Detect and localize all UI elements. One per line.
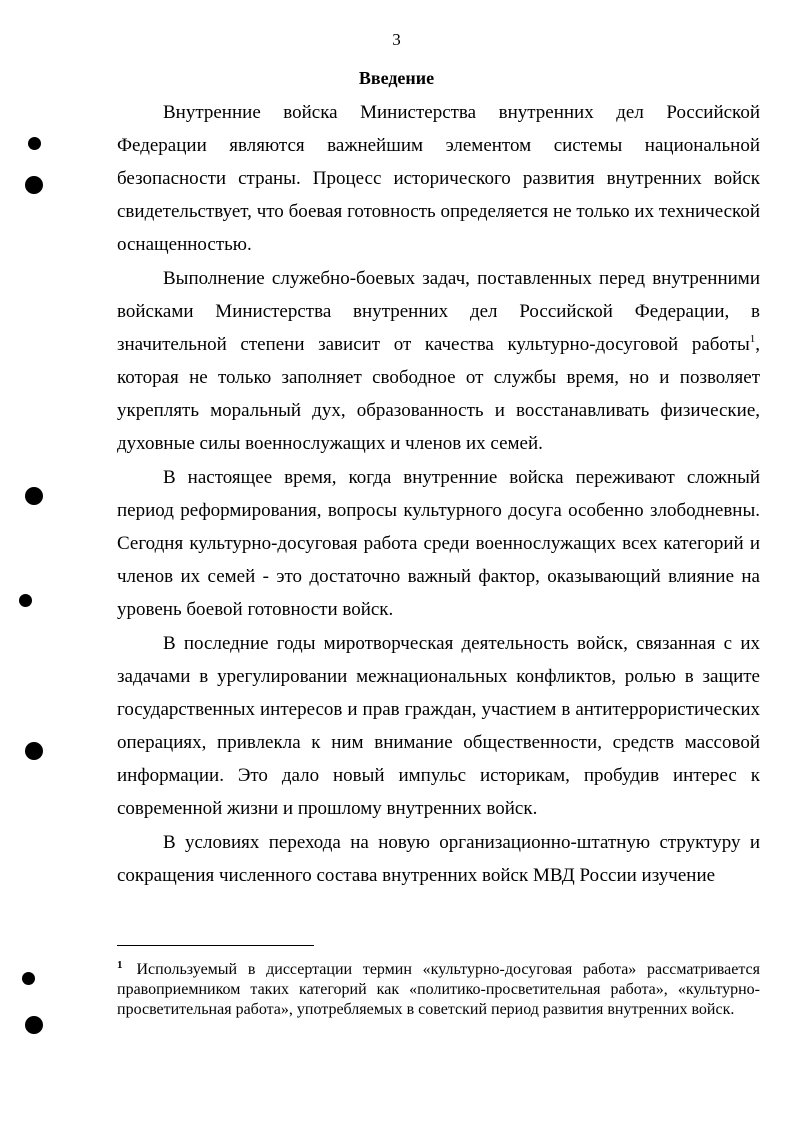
binder-hole-mark [28, 137, 41, 150]
footnote [117, 955, 760, 1020]
paragraph-1: Внутренние войска Министерства внутренних дел Российской Федерации являются важнейшим элементом системы национальной безопасности страны. Процесс исторического развития внутренних войск свидетельствует, что боевая готовность определяется не только их технической оснащенностью. [117, 102, 760, 255]
section-title: Введение [358, 68, 435, 88]
paragraph-3: В настоящее время, когда внутренние войска переживают сложный период реформирования, вопросы культурного досуга особенно злободневны. Сегодня культурно-досуговая работа среди военнослужащих всех категорий и членов их семей - это достаточно важный фактор, оказывающий влияние на уровень боевой готовности войск. [117, 467, 760, 620]
binder-hole-mark [19, 594, 32, 607]
footnote-reference: 1 [749, 333, 756, 345]
binder-hole [25, 487, 43, 505]
binder-hole [25, 742, 43, 760]
binder-hole-mark [22, 972, 35, 985]
page-number: 3 [392, 30, 401, 49]
binder-hole [25, 176, 43, 194]
binder-hole [25, 1016, 43, 1034]
paragraph-4: В последние годы миротворческая деятельность войск, связанная с их задачами в урегулировании межнациональных конфликтов, ролью в защите государственных интересов и прав граждан, участием в антитеррористических операциях, привлекла к ним внимание общественности, средств массовой информации. Это дало новый импульс историкам, пробудив интерес к современной жизни и прошлому внутренних войск. [117, 633, 760, 819]
paragraph-5: В условиях перехода на новую организационно-штатную структуру и сокращения численного состава внутренних войск МВД России изучение [117, 832, 760, 886]
footnote-divider [117, 945, 314, 946]
paragraph-2-rest: которая не только заполняет свободное от службы время, но и позволяет укреплять моральный дух, образованность и восстанавливать физические, духовные силы военнослужащих и членов их семей. [117, 367, 760, 454]
footnote-mark: 1 [117, 959, 123, 971]
footnote-text: Используемый в диссертации термин «культурно-досуговая работа» рассматривается правоприемником таких категорий как «политико-просветительная работа», «культурно-просветительная работа», употребляемых в советский период развития внутренних войск. [117, 961, 760, 1018]
paragraph-2: Выполнение служебно-боевых задач, поставленных перед внутренними войсками Министерства внутренних дел Российской Федерации, в значительной степени зависит от качества культурно-досуговой работы$^1$, которая не только заполняет свободное от службы время, но и позволяет укреплять моральный дух, образованность и восстанавливать физические, духовные силы военнослужащих и членов их семей. [117, 268, 760, 454]
paragraph-2-start: Выполнение служебно-боевых задач, поставленных перед внутренними войсками Министерства внутренних дел Российской Федерации, в значительной степени зависит от качества культурно-досуговой работы [117, 268, 760, 355]
body-text [117, 96, 760, 892]
